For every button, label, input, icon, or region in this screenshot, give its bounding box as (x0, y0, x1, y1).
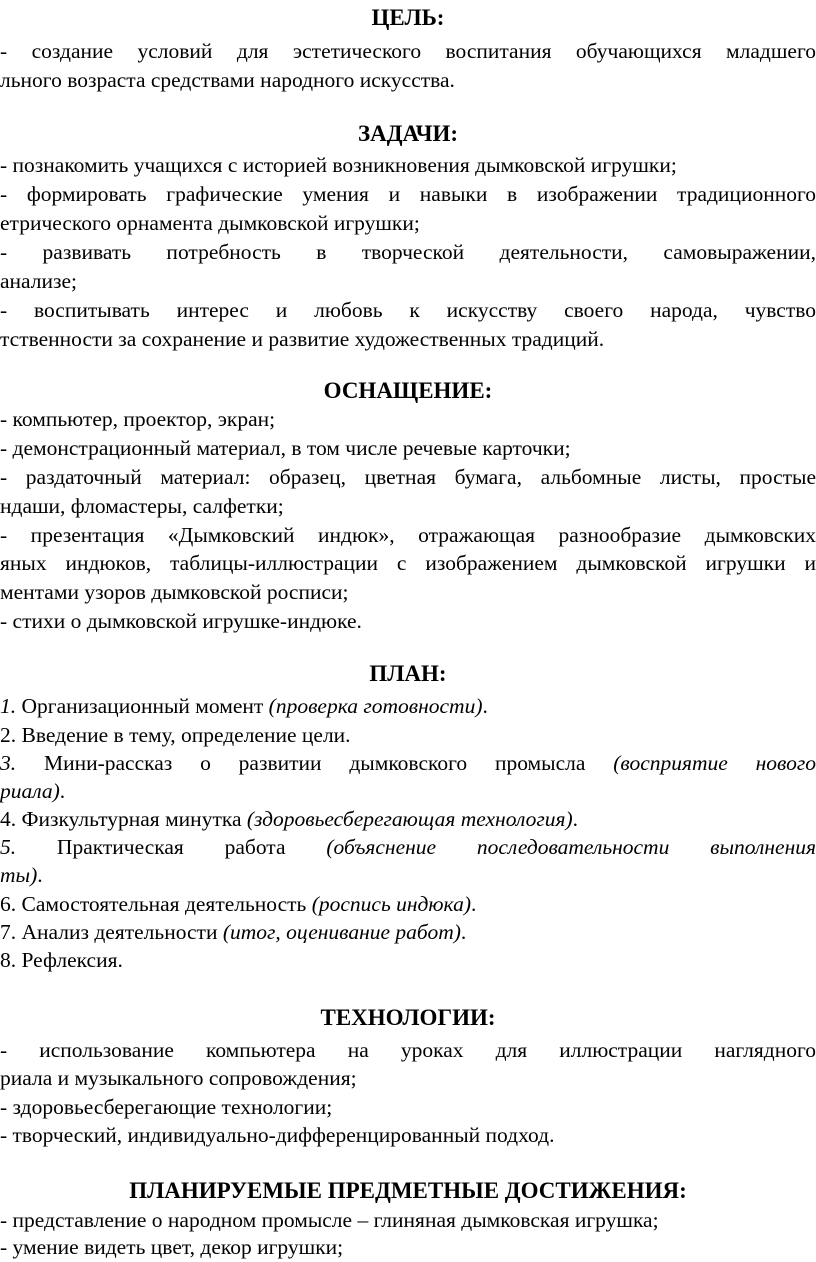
plan-item-text: Физкультурная минутка (16, 807, 247, 831)
tasks-heading: ЗАДАЧИ: (357, 121, 459, 146)
task-line: тственности за сохранение и развитие художественных традиций. (0, 327, 605, 351)
plan-item (0, 805, 816, 834)
technologies-heading: ТЕХНОЛОГИИ: (320, 1005, 496, 1030)
plan-item-number: 8. (0, 948, 17, 972)
plan-item-end: . (471, 892, 477, 916)
technology-line: - здоровьесберегающие технологии; (0, 1095, 333, 1119)
equipment-line: - презентация «Дымковский индюк», отражающая разнообразие дымковских (0, 523, 816, 547)
equipment-line: ментами узоров дымковской росписи; (0, 580, 349, 604)
equipment-line: яных индюков, таблицы-иллюстрации с изображением дымковской игрушки и (0, 551, 816, 575)
task-line: етрического орнамента дымковской игрушки; (0, 211, 420, 235)
equipment-line: ндаши, фломастеры, салфетки; (0, 494, 284, 518)
plan-item (0, 749, 816, 778)
plan-item-end: . (460, 920, 467, 944)
plan-item-end: . (59, 779, 66, 803)
goal-line: льного возраста средствами народного искусства. (0, 68, 455, 92)
plan-item-text: Анализ деятельности (16, 920, 223, 944)
equipment-line: - демонстрационный материал, в том числе речевые карточки; (0, 436, 571, 460)
plan-item-number: 3. (0, 751, 17, 775)
plan-item-note: (восприятие нового (613, 751, 816, 775)
equipment-line: - компьютер, проектор, экран; (0, 407, 276, 431)
plan-item-number: 4. (0, 807, 17, 831)
plan-item-number: 2. (0, 723, 17, 747)
task-line: - познакомить учащихся с историей возникновения дымковской игрушки; (0, 153, 677, 177)
plan-item-note: (объяснение последовательности выполнения (326, 835, 816, 859)
goal-line: - создание условий для эстетического воспитания обучающихся младшего (0, 39, 816, 63)
plan-item-number: 7. (0, 920, 17, 944)
plan-item (0, 918, 816, 947)
plan-item (0, 833, 816, 862)
achievement-line: - умение видеть цвет, декор игрушки; (0, 1235, 344, 1259)
plan-item-note: риала) (0, 779, 60, 803)
plan-item (0, 946, 816, 975)
plan-item-note: (проверка готовности) (268, 694, 483, 718)
task-line: - развивать потребность в творческой деятельности, самовыражении, (0, 240, 816, 264)
plan-item-number: 1. (0, 694, 17, 718)
plan-item-text: Введение в тему, определение цели. (16, 723, 351, 747)
task-line: - воспитывать интерес и любовь к искусству своего народа, чувство (0, 298, 816, 322)
plan-item-number: 6. (0, 892, 17, 916)
plan-item-end: . (572, 807, 578, 831)
plan-item-text: Рефлексия. (16, 948, 123, 972)
plan-item-continued (0, 861, 816, 890)
plan-item-text: Самостоятельная деятельность (16, 892, 312, 916)
achievement-line: - представление о народном промысле – глиняная дымковская игрушка; (0, 1208, 659, 1232)
task-line: анализе; (0, 269, 78, 293)
plan-item-continued (0, 777, 816, 806)
plan-item-text: Организационный момент (16, 694, 269, 718)
technology-line: риала и музыкального сопровождения; (0, 1066, 357, 1090)
plan-item-number: 5. (0, 835, 17, 859)
plan-item-note: (итог, оценивание работ) (222, 920, 461, 944)
task-line: - формировать графические умения и навыки в изображении традиционного (0, 182, 816, 206)
goal-heading: ЦЕЛЬ: (371, 5, 445, 30)
plan-item (0, 721, 816, 750)
plan-item (0, 692, 816, 721)
equipment-line: - стихи о дымковской игрушке-индюке. (0, 609, 362, 633)
plan-item-note: ты) (0, 863, 38, 887)
plan-item-end: . (482, 694, 488, 718)
plan-item-end: . (37, 863, 43, 887)
technology-line: - использование компьютера на уроках для иллюстрации наглядного (0, 1038, 816, 1062)
plan-heading: ПЛАН: (369, 661, 447, 686)
technology-line: - творческий, индивидуально-дифференцированный подход. (0, 1123, 555, 1147)
equipment-line: - раздаточный материал: образец, цветная бумага, альбомные листы, простые (0, 465, 816, 489)
equipment-heading: ОСНАЩЕНИЕ: (323, 378, 493, 403)
plan-item (0, 890, 816, 919)
plan-item-text: Практическая работа (16, 835, 327, 859)
plan-item-note: (роспись индюка) (311, 892, 471, 916)
achievements-heading: ПЛАНИРУЕМЫЕ ПРЕДМЕТНЫЕ ДОСТИЖЕНИЯ: (129, 1178, 687, 1203)
plan-item-note: (здоровьесберегающая технология) (246, 807, 573, 831)
plan-item-text: Мини-рассказ о развитии дымковского промысла (16, 751, 614, 775)
